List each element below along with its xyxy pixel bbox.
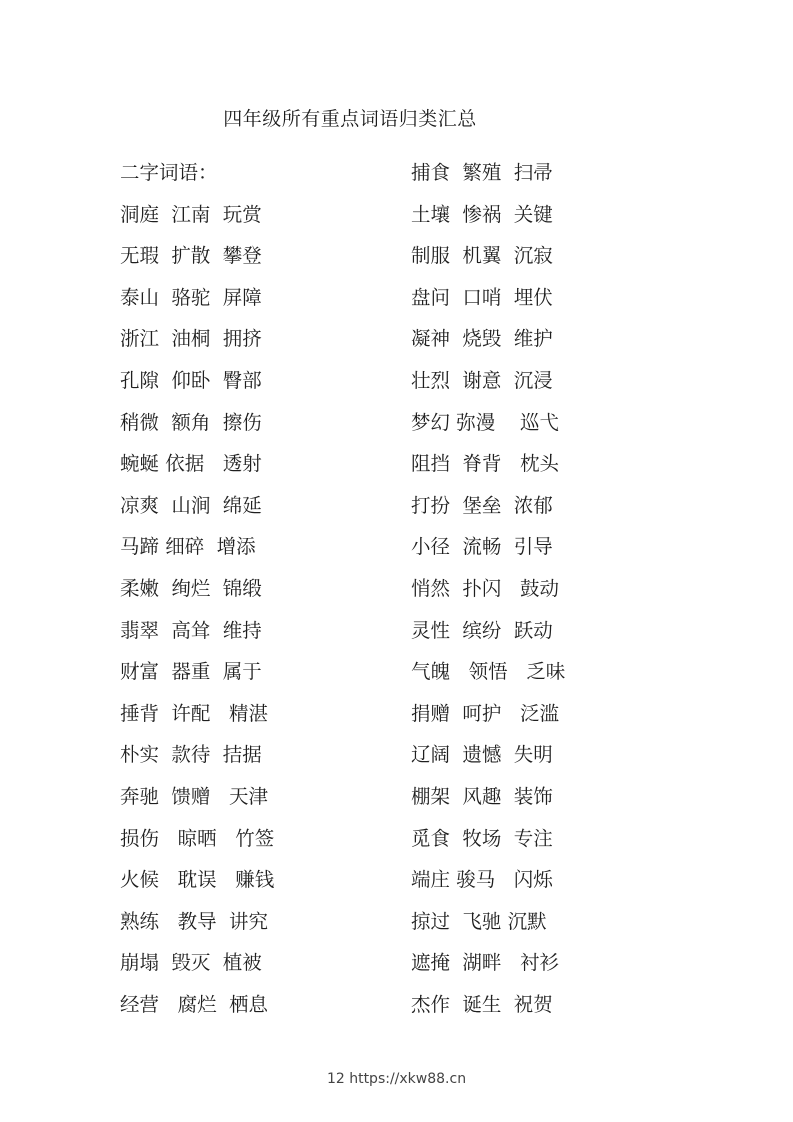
word-row: 气魄 领悟 乏味: [411, 660, 566, 684]
word-row: 捐赠 呵护 泛滥: [411, 701, 559, 725]
page-footer: 12 https://xkw88.cn: [326, 1071, 467, 1087]
word-row: 觅食 牧场 专注: [411, 826, 553, 850]
word-row: 制服 机翼 沉寂: [411, 244, 553, 268]
word-row: 无瑕 扩散 攀登: [120, 244, 262, 268]
word-row: 盘问 口哨 埋伏: [411, 285, 553, 309]
word-row: 经营 腐烂 栖息: [120, 992, 268, 1016]
word-row: 奔驰 馈赠 天津: [120, 784, 268, 808]
word-row: 熟练 教导 讲究: [120, 909, 268, 933]
left-word-column: [120, 160, 390, 1033]
word-row: 棚架 风趣 装饰: [411, 784, 553, 808]
word-row: 蜿蜒 依据 透射: [120, 452, 262, 476]
page-title: 四年级所有重点词语归类汇总: [223, 108, 477, 130]
word-row: 泰山 骆驼 屏障: [120, 285, 262, 309]
word-row: 打扮 堡垒 浓郁: [411, 493, 553, 517]
word-row: 杰作 诞生 祝贺: [411, 992, 553, 1016]
word-row: 土壤 惨祸 关键: [411, 202, 553, 226]
word-row: 凝神 烧毁 维护: [411, 327, 553, 351]
word-row: 崩塌 毁灭 植被: [120, 951, 262, 975]
word-row: 稍微 额角 擦伤: [120, 410, 262, 434]
word-row: 遮掩 湖畔 衬衫: [411, 951, 559, 975]
word-row: 凉爽 山涧 绵延: [120, 493, 262, 517]
word-row: 捶背 许配 精湛: [120, 701, 268, 725]
word-row: 二字词语：: [120, 161, 218, 184]
word-row: 损伤 晾晒 竹签: [120, 826, 275, 850]
word-row: 阻挡 脊背 枕头: [411, 452, 559, 476]
word-row: 端庄 骏马 闪烁: [411, 868, 553, 892]
word-row: 灵性 缤纷 跃动: [411, 618, 553, 642]
word-row: 马蹄 细碎 增添: [120, 535, 256, 559]
word-row: 孔隙 仰卧 臀部: [120, 368, 262, 392]
word-row: 洞庭 江南 玩赏: [120, 202, 262, 226]
word-row: 柔嫩 绚烂 锦缎: [120, 576, 262, 600]
word-row: 掠过 飞驰 沉默: [411, 909, 547, 933]
word-row: 小径 流畅 引导: [411, 535, 553, 559]
word-row: 辽阔 遗憾 失明: [411, 743, 553, 767]
word-row: 捕食 繁殖 扫帚: [411, 161, 553, 184]
word-row: 悄然 扑闪 鼓动: [411, 576, 559, 600]
right-word-column: [411, 160, 681, 1033]
word-row: 梦幻 弥漫 巡弋: [411, 410, 559, 434]
word-row: 火候 耽误 赚钱: [120, 868, 275, 892]
word-row: 壮烈 谢意 沉浸: [411, 368, 553, 392]
word-row: 朴实 款待 拮据: [120, 743, 262, 767]
word-row: 财富 器重 属于: [120, 660, 262, 684]
word-row: 翡翠 高耸 维持: [120, 618, 262, 642]
word-row: 浙江 油桐 拥挤: [120, 327, 262, 351]
